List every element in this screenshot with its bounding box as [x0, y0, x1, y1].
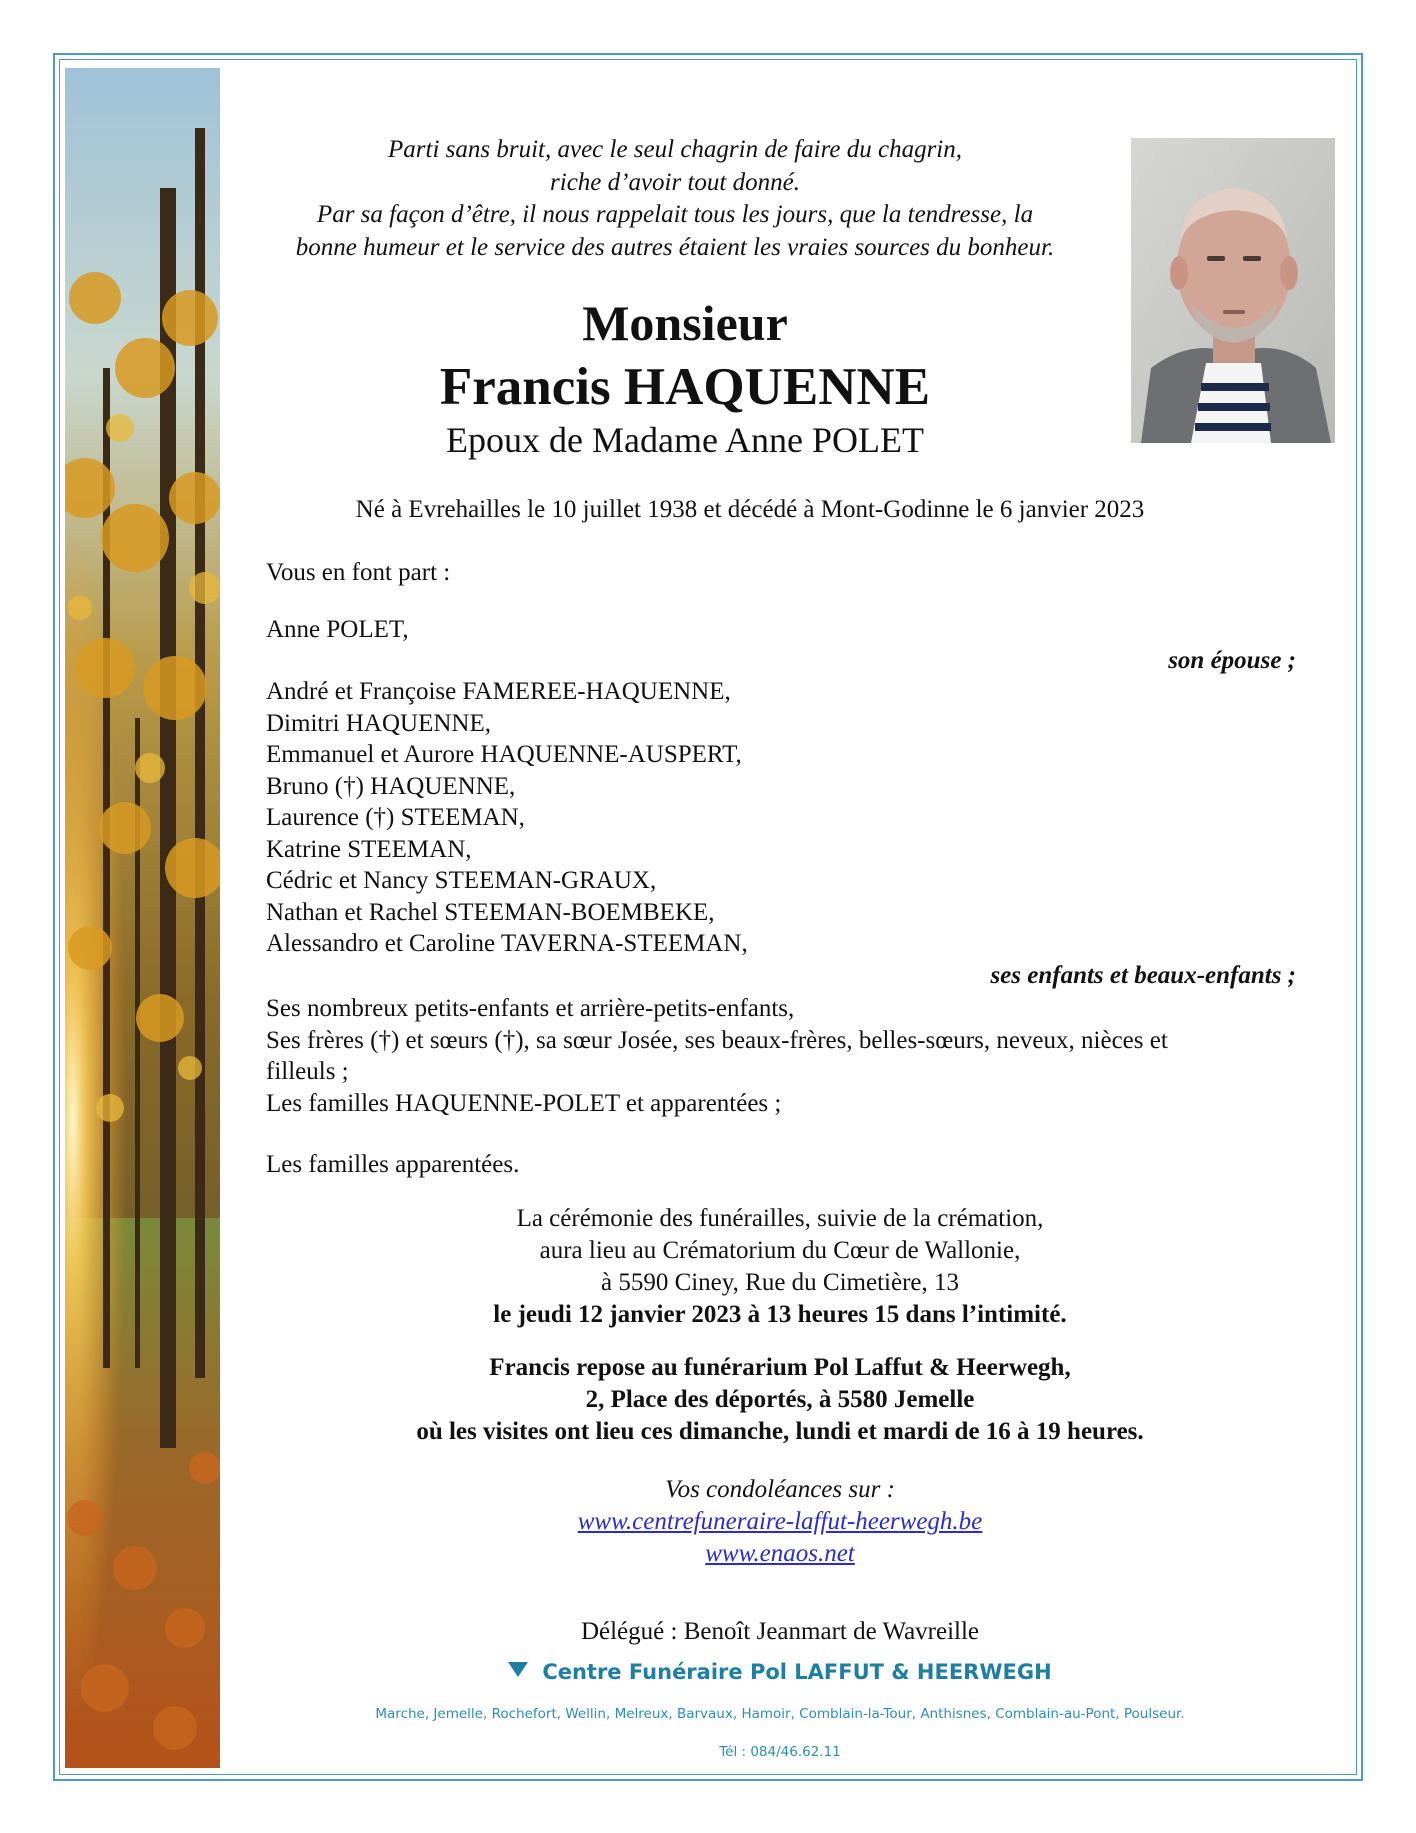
children-relation: ses enfants et beaux-enfants ;	[990, 962, 1296, 989]
deceased-title: Monsieur	[582, 295, 788, 351]
list-item: Alessandro et Caroline TAVERNA-STEEMAN,	[266, 930, 748, 957]
relatives-line: filleuls ;	[266, 1058, 349, 1085]
ceremony-line: aura lieu au Crématorium du Cœur de Wallonie,	[539, 1237, 1021, 1264]
announcement-intro: Vous en font part :	[266, 559, 451, 586]
funeral-home-details	[240, 1352, 1320, 1448]
quote-line: Par sa façon d’être, il nous rappelait tous les jours, que la tendresse, la	[316, 201, 1034, 228]
ceremony-line: La cérémonie des funérailles, suivie de la crémation,	[516, 1205, 1044, 1232]
relatives-line: Les familles apparentées.	[266, 1151, 520, 1178]
delegate-line: Délégué : Benoît Jeanmart de Wavreille	[580, 1618, 980, 1645]
birth-death-dates: Né à Evrehailles le 10 juillet 1938 et décédé à Mont-Godinne le 6 janvier 2023	[355, 496, 1145, 523]
deceased-name: Francis HAQUENNE	[439, 358, 931, 416]
relatives-line: Les familles HAQUENNE-POLET et apparentées ;	[266, 1089, 782, 1117]
relatives-line: Ses nombreux petits-enfants et arrière-petits-enfants,	[266, 995, 795, 1022]
condolences-label: Vos condoléances sur :	[665, 1476, 895, 1503]
list-item: Bruno (†) HAQUENNE,	[266, 772, 516, 800]
relatives-line: Ses frères (†) et sœurs (†), sa sœur Josée, ses beaux-frères, belles-sœurs, neveux, nièces et	[266, 1026, 1168, 1054]
list-item: Laurence (†) STEEMAN,	[266, 804, 525, 831]
autumn-forest-image	[65, 68, 220, 1768]
list-item: Nathan et Rachel STEEMAN-BOEMBEKE,	[266, 898, 715, 926]
list-item: André et Françoise FAMEREE-HAQUENNE,	[266, 678, 731, 705]
other-relatives	[266, 993, 1286, 1119]
list-item: Katrine STEEMAN,	[266, 835, 472, 863]
triangle-down-icon	[508, 1662, 528, 1677]
spouse-name: Anne POLET,	[266, 616, 409, 643]
epitaph-quote	[240, 134, 1110, 264]
ceremony-details	[240, 1203, 1320, 1331]
list-item: Cédric et Nancy STEEMAN-GRAUX,	[266, 867, 657, 894]
funeral-home-link[interactable]: www.centrefuneraire-laffut-heerwegh.be	[577, 1508, 983, 1535]
portrait-photo	[1131, 138, 1335, 443]
funeral-home-brand	[240, 1658, 1320, 1686]
ceremony-line: à 5590 Ciney, Rue du Cimetière, 13	[600, 1269, 960, 1296]
repose-line: Francis repose au funérarium Pol Laffut & Heerwegh,	[489, 1354, 1071, 1381]
repose-line: 2, Place des déportés, à 5580 Jemelle	[585, 1386, 975, 1413]
quote-line: Parti sans bruit, avec le seul chagrin de faire du chagrin,	[388, 136, 962, 163]
brand-name: Centre Funéraire Pol LAFFUT & HEERWEGH	[542, 1660, 1052, 1684]
repose-line: où les visites ont lieu ces dimanche, lundi et mardi de 16 à 19 heures.	[416, 1418, 1144, 1445]
list-item: Dimitri HAQUENNE,	[266, 709, 491, 737]
ceremony-date: le jeudi 12 janvier 2023 à 13 heures 15 dans l’intimité.	[493, 1301, 1067, 1328]
spouse-line: Epoux de Madame Anne POLET	[446, 420, 924, 460]
list-item: Emmanuel et Aurore HAQUENNE-AUSPERT,	[266, 741, 742, 768]
spouse-relation: son épouse ;	[1168, 647, 1296, 674]
branch-towns: Marche, Jemelle, Rochefort, Wellin, Melreux, Barvaux, Hamoir, Comblain-la-Tour, Anthisnes, Comblain-au-Pont, Poulseur.	[375, 1706, 1185, 1722]
phone-number: Tél : 084/46.62.11	[719, 1744, 841, 1760]
condolences-block	[240, 1474, 1320, 1570]
quote-line: bonne humeur et le service des autres étaient les vraies sources du bonheur.	[295, 233, 1055, 261]
quote-line: riche d’avoir tout donné.	[550, 168, 800, 196]
enaos-link[interactable]: www.enaos.net	[705, 1540, 855, 1567]
children-list	[266, 676, 748, 960]
